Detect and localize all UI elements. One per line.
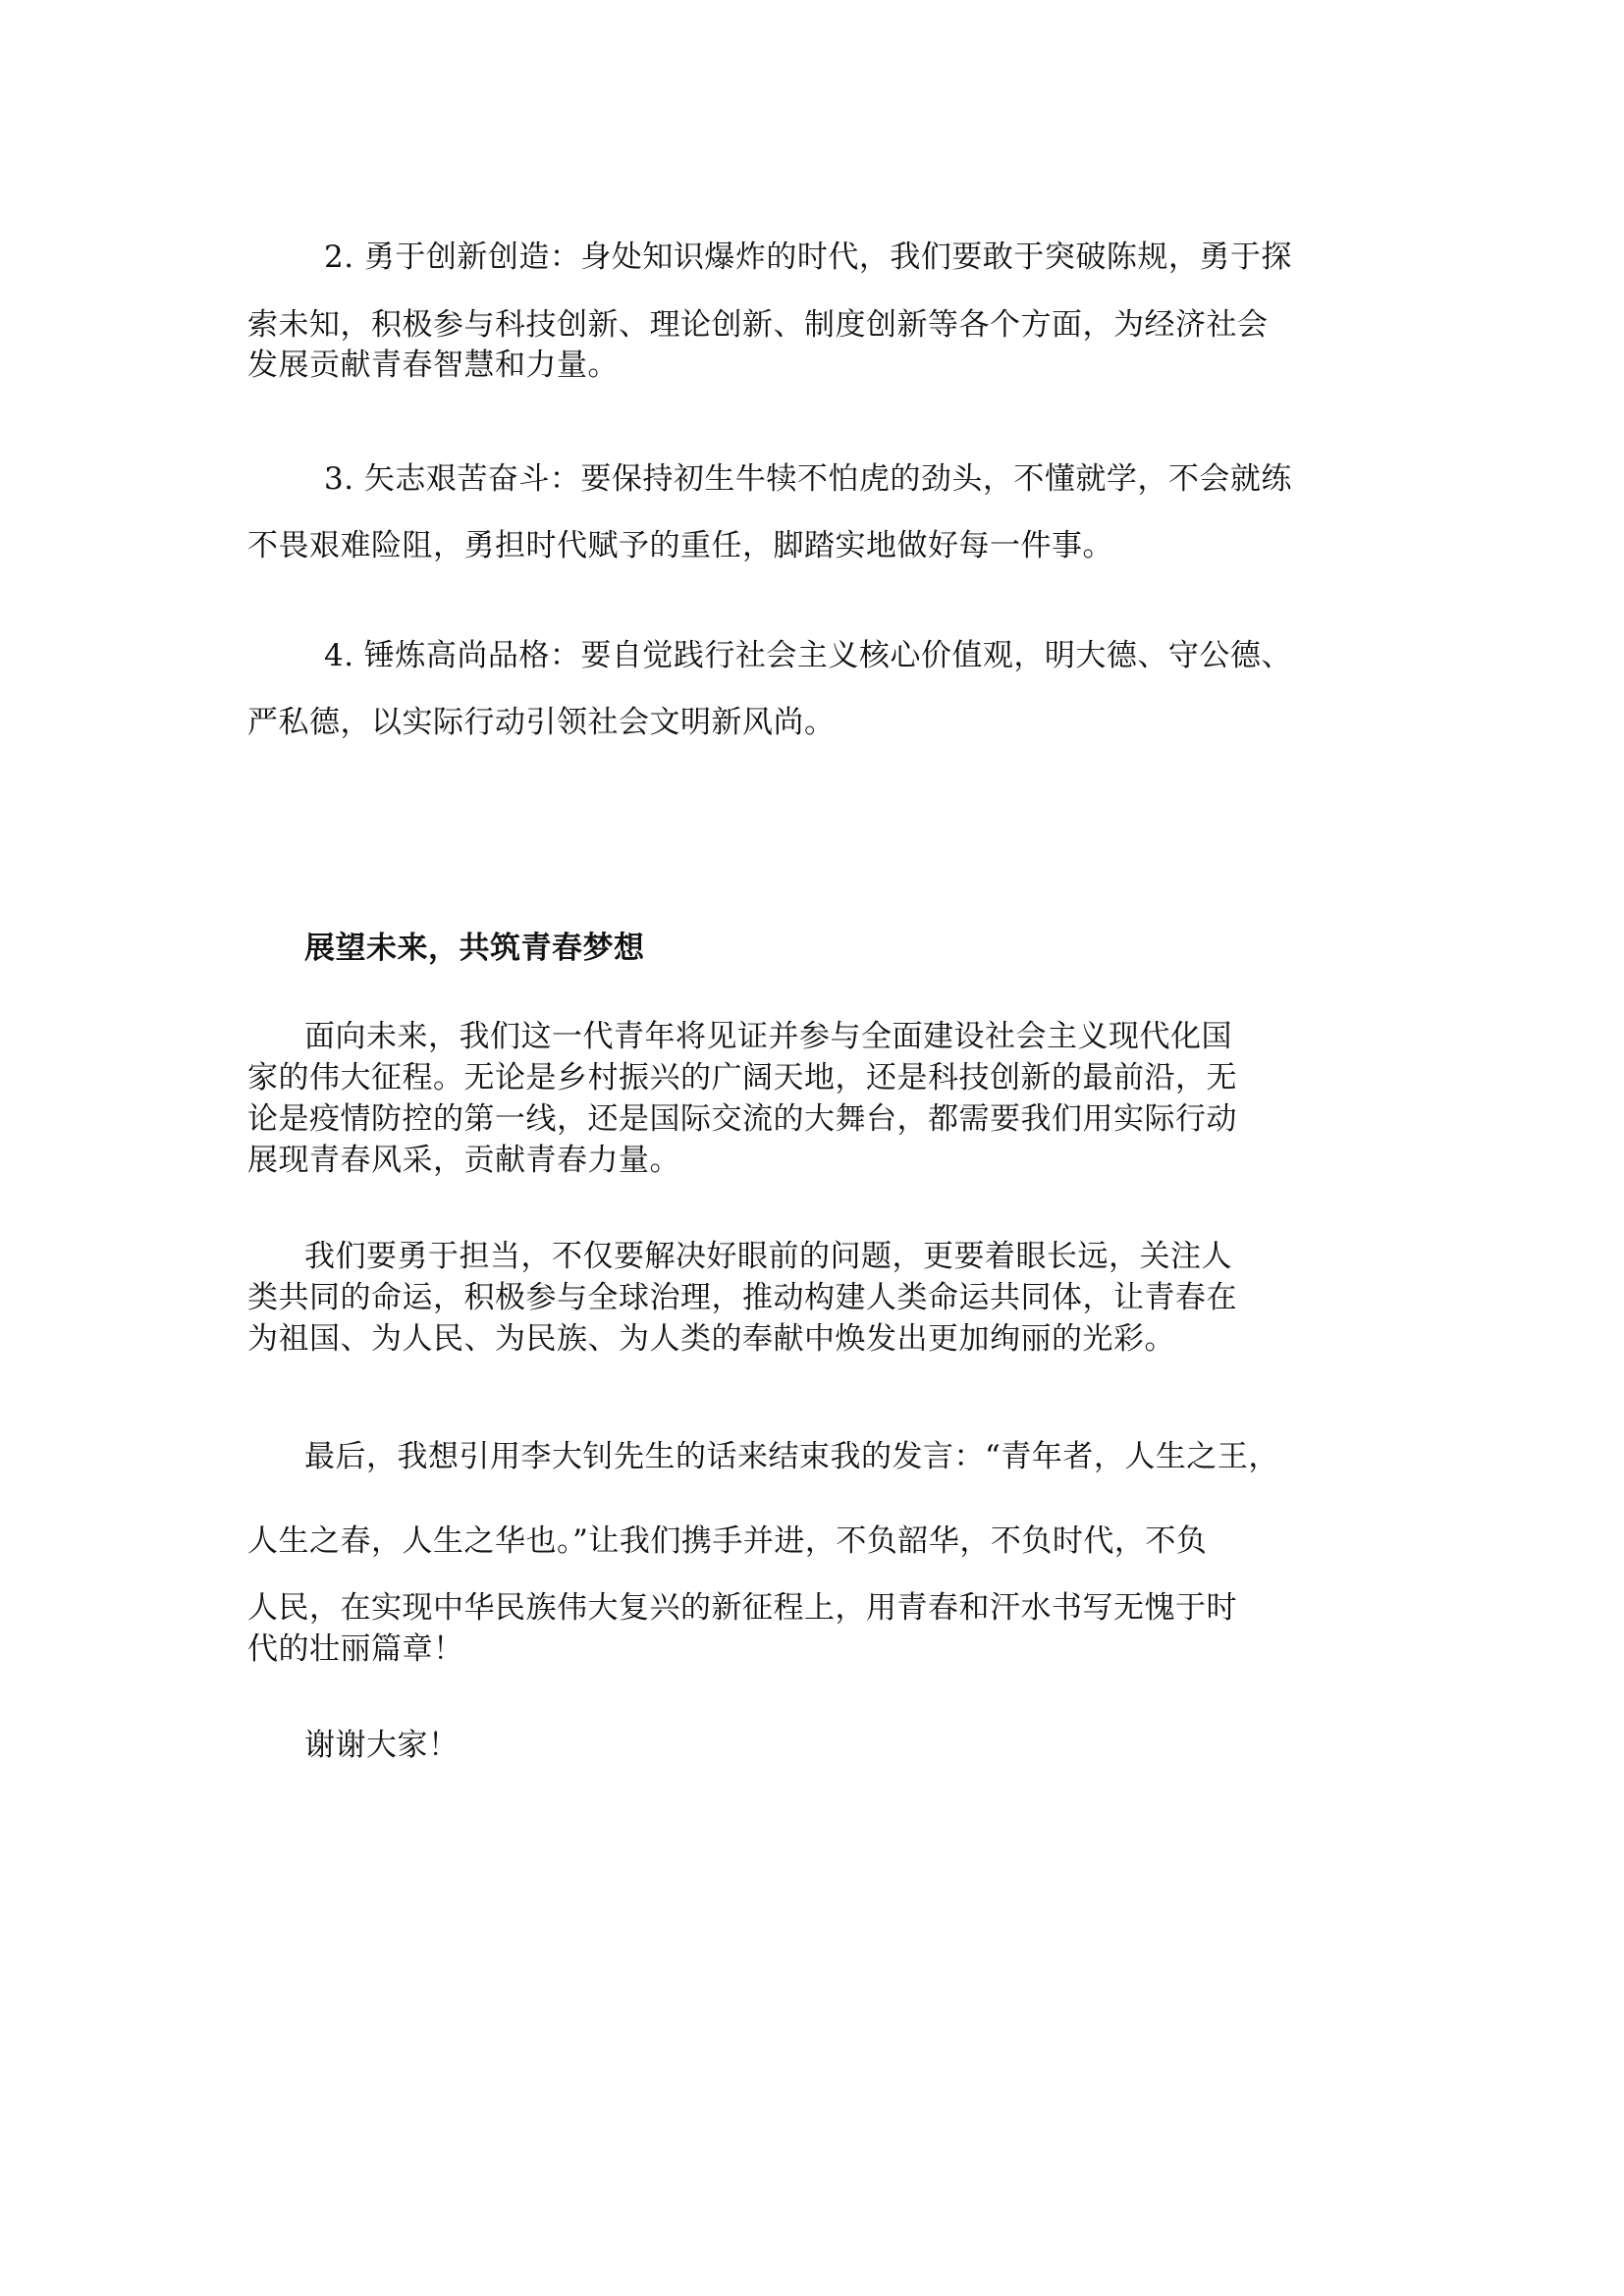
paragraph-2-line-3: 为祖国、为人民、为民族、为人类的奉献中焕发出更加绚丽的光彩。: [247, 1321, 1175, 1357]
paragraph-1-line-4: 展现青春风采，贡献青春力量。: [247, 1143, 680, 1178]
point-4-line-1: 4. 锤炼高尚品格：要自觉践行社会主义核心价值观，明大德、守公德、: [324, 638, 1292, 673]
paragraph-3-line-3: 人民，在实现中华民族伟大复兴的新征程上，用青春和汗水书写无愧于时: [247, 1590, 1237, 1626]
paragraph-2-line-1: 我们要勇于担当，不仅要解决好眼前的问题，更要着眼长远，关注人: [304, 1239, 1232, 1274]
paragraph-3-line-2: 人生之春，人生之华也。”让我们携手并进，不负韶华，不负时代，不负: [247, 1523, 1208, 1559]
closing-line: 谢谢大家！: [304, 1728, 460, 1763]
paragraph-1-line-3: 论是疫情防控的第一线，还是国际交流的大舞台，都需要我们用实际行动: [247, 1101, 1237, 1137]
section-heading: 展望未来，共筑青春梦想: [304, 931, 645, 966]
paragraph-2-line-2: 类共同的命运，积极参与全球治理，推动构建人类命运共同体，让青春在: [247, 1280, 1237, 1315]
point-4-line-2: 严私德，以实际行动引领社会文明新风尚。: [247, 705, 836, 740]
paragraph-1-line-2: 家的伟大征程。无论是乡村振兴的广阔天地，还是科技创新的最前沿，无: [247, 1060, 1237, 1095]
point-3-line-1: 3. 矢志艰苦奋斗：要保持初生牛犊不怕虎的劲头，不懂就学，不会就练: [324, 461, 1292, 497]
paragraph-1-line-1: 面向未来，我们这一代青年将见证并参与全面建设社会主义现代化国: [304, 1019, 1232, 1054]
point-2-line-3: 发展贡献青春智慧和力量。: [247, 347, 619, 383]
point-2-line-1: 2. 勇于创新创造：身处知识爆炸的时代，我们要敢于突破陈规，勇于探: [324, 240, 1292, 275]
paragraph-3-line-1: 最后，我想引用李大钊先生的话来结束我的发言：“青年者，人生之王，: [304, 1439, 1279, 1474]
point-2-line-2: 索未知，积极参与科技创新、理论创新、制度创新等各个方面，为经济社会: [247, 307, 1269, 343]
paragraph-3-line-4: 代的壮丽篇章！: [247, 1631, 464, 1667]
point-3-line-2: 不畏艰难险阻，勇担时代赋予的重任，脚踏实地做好每一件事。: [247, 528, 1113, 563]
